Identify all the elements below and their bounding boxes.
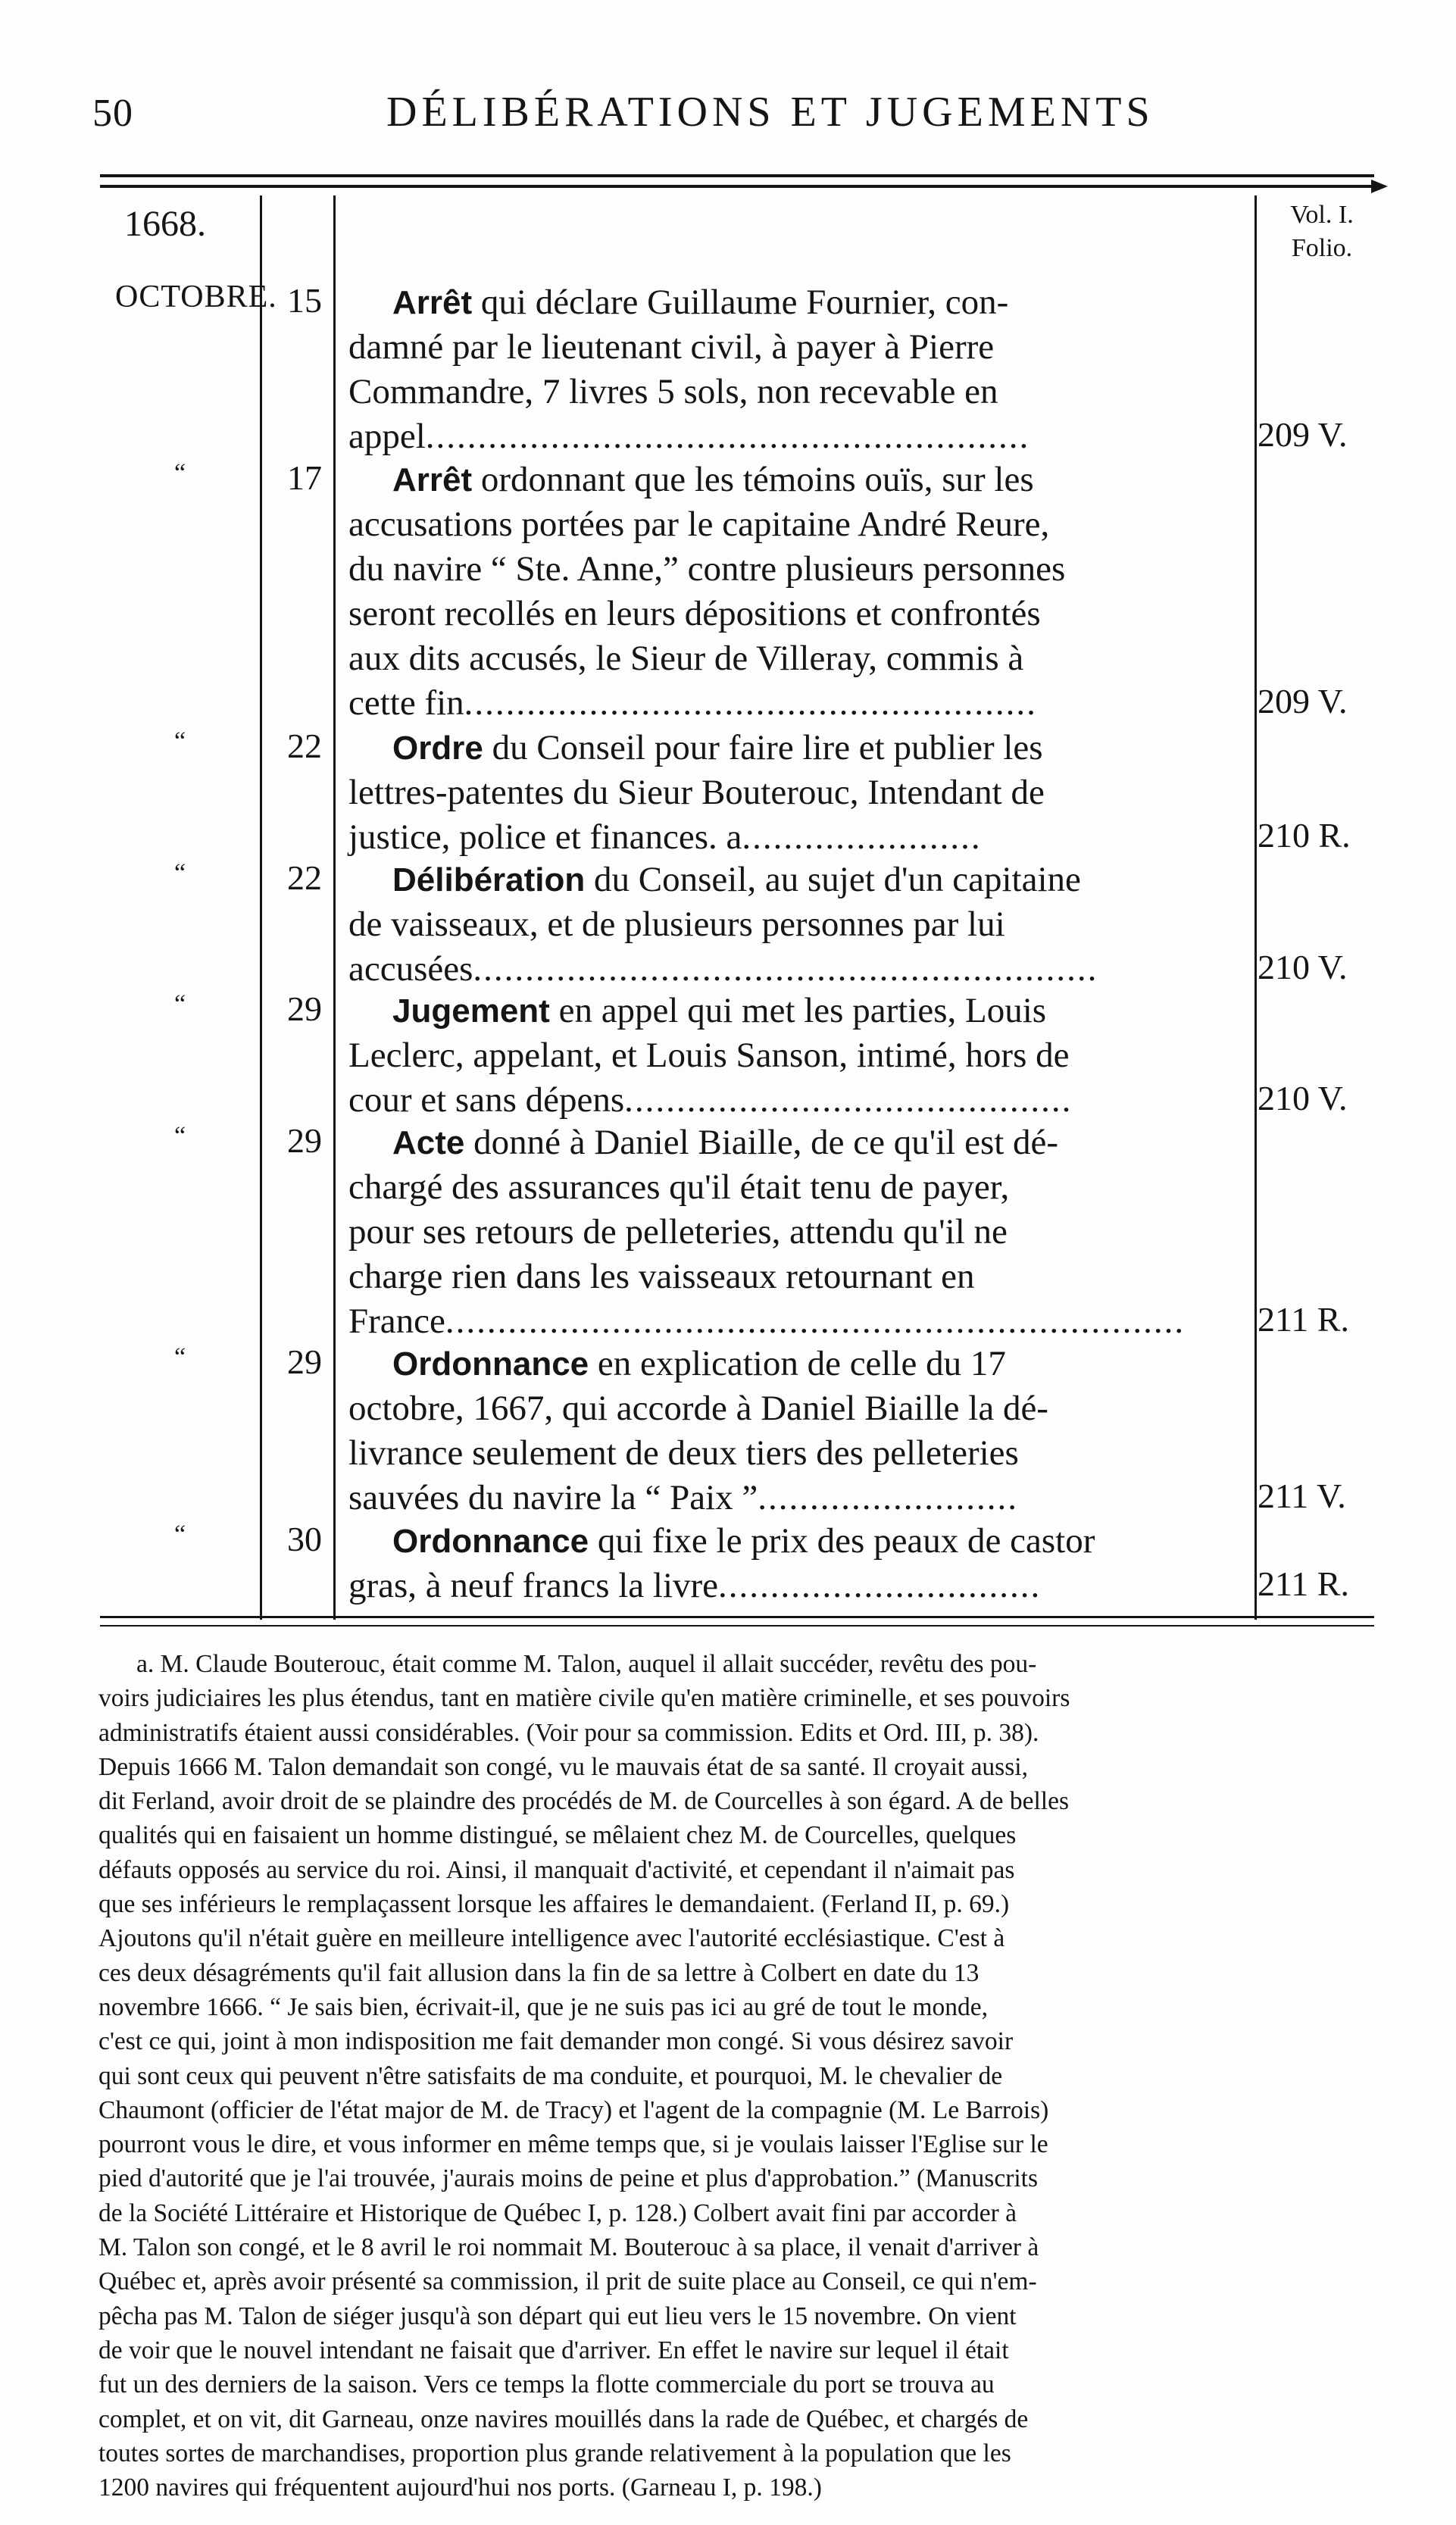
folio-column-header — [1273, 198, 1371, 265]
entry-folio: 210 V. — [1258, 1079, 1348, 1117]
column-divider-day — [333, 195, 336, 1620]
entry-day: 22 — [287, 727, 322, 765]
year-label: 1668. — [124, 204, 206, 244]
entry-day: 22 — [287, 858, 322, 897]
entry-day: 29 — [287, 1121, 322, 1160]
column-divider-folio — [1254, 195, 1257, 1620]
entry-lead-word: Arrêt — [392, 284, 473, 321]
entry-day: 17 — [287, 458, 322, 497]
entry-lead-word: Ordonnance — [392, 1345, 589, 1383]
ditto-mark: “ — [174, 1343, 186, 1371]
entry-folio: 209 V. — [1258, 415, 1348, 454]
dot-leader: ....................................................... — [464, 683, 1037, 723]
entry-description: Ordonnance en explication de celle du 17 octobre, 1667, qui accorde à Daniel Biaille la dé- livrance seulement de deux tiers des pelleteries sauvées du navire la “ Paix ”......................... — [348, 1344, 1048, 1517]
entry-description: Arrêt ordonnant que les témoins ouïs, sur les accusations portées par le capitaine André Reure, du navire “ Ste. Anne,” contre plusieurs personnes seront recollés en leurs dépositions et confrontés aux dits accusés, le Sieur de Villeray, commis à cette fin....................................................... — [348, 460, 1066, 723]
entry-day: 29 — [287, 989, 322, 1028]
dot-leader: ............................... — [718, 1566, 1042, 1605]
entry-folio: 210 R. — [1258, 816, 1351, 855]
ditto-mark: “ — [174, 859, 186, 887]
entry-day: 30 — [287, 1520, 322, 1558]
entry-description: Délibération du Conseil, au sujet d'un capitaine de vaisseaux, et de plusieurs personnes par lui accusées............................................................ — [348, 860, 1098, 989]
dot-leader: ........................................... — [624, 1080, 1073, 1120]
entry-description: Jugement en appel qui met les parties, Louis Leclerc, appelant, et Louis Sanson, intimé, hors de cour et sans dépens........................................... — [348, 991, 1073, 1120]
dot-leader: ......................... — [758, 1478, 1019, 1517]
entry-folio: 210 V. — [1258, 948, 1348, 986]
ditto-mark: “ — [174, 1122, 186, 1150]
table-bottom-rule — [100, 1616, 1374, 1618]
entry-folio: 211 V. — [1258, 1477, 1346, 1515]
entry-lead-word: Délibération — [392, 861, 586, 898]
entry-folio: 211 R. — [1258, 1564, 1349, 1603]
entry-description: Acte donné à Daniel Biaille, de ce qu'il est dé- chargé des assurances qu'il était tenu de payer, pour ses retours de pelleteries, attendu qu'il ne charge rien dans les vaisseaux retournant en France....................................................................... — [348, 1123, 1186, 1341]
dot-leader: ....................................................................... — [445, 1302, 1186, 1341]
folio-header-vol: Vol. I. — [1290, 201, 1354, 229]
ditto-mark: “ — [174, 727, 186, 755]
entry-lead-word: Ordre — [392, 730, 483, 767]
footnote: a. M. Claude Bouterouc, était comme M. Talon, auquel il allait succéder, revêtu des pou- voirs judiciaires les plus étendus, tant en matière civile qu'en matière criminelle, et ses pouvoirs administratifs étaient aussi considérables. (Voir pour sa commission. Edits et Ord. III, p. 38). Depuis 1666 M. Talon demandait son congé, vu le mauvais état de sa santé. Il croyait aussi, dit Ferland, avoir droit de se plaindre des procédés de M. de Courcelles à son égard. A de belles qualités qui en faisaient un homme distingué, se mêlaient chez M. de Courcelles, quelques défauts opposés au service du roi. Ainsi, il manquait d'activité, et cependant il n'aimait pas que ses inférieurs le remplaçassent lorsque les affaires le demandaient. (Ferland II, p. 69.) Ajoutons qu'il n'était guère en meilleure intelligence avec l'autorité ecclésiastique. C'est à ces deux désagréments qu'il fait allusion dans la fin de sa lettre à Colbert en date du 13 novembre 1666. “ Je sais bien, écrivait-il, que je ne suis pas ici au gré de tout le monde, c'est ce qui, joint à mon indisposition me fait demander mon congé. Si vous désirez savoir qui sont ceux qui peuvent n'être satisfaits de ma conduite, et pourquoi, M. le chevalier de Chaumont (officier de l'état major de M. de Tracy) et l'agent de la compagnie (M. Le Barrois) pourront vous le dire, et vous informer en même temps que, si je voulais laisser l'Eglise sur le pied d'autorité que je l'ai trouvée, j'aurais moins de peine et plus d'approbation.” (Manuscrits de la Société Littéraire et Historique de Québec I, p. 128.) Colbert avait fini par accorder à M. Talon son congé, et le 8 avril le roi nommait M. Bouterouc à sa place, il venait d'arriver à Québec et, après avoir présenté sa commission, il prit de suite place au Conseil, ce qui n'em- pêcha pas M. Talon de siéger jusqu'à son départ qui eut lieu vers le 15 novembre. On vient de voir que le nouvel intendant ne faisait que d'arriver. En effet le navire sur lequel il était fut un des derniers de la saison. Vers ce temps la flotte commerciale du port se trouva au complet, et on vit, dit Garneau, onze navires mouillés dans la rade de Québec, et chargés de toutes sortes de marchandises, proportion plus grande relativement à la population que les 1200 navires qui fréquentent aujourd'hui nos ports. (Garneau I, p. 198.) — [98, 1650, 1070, 2502]
header-rule-thin — [100, 185, 1374, 188]
ditto-mark: “ — [174, 1520, 186, 1548]
ditto-mark: “ — [174, 990, 186, 1018]
page-number: 50 — [92, 92, 133, 135]
entry-day: 15 — [287, 281, 322, 320]
month-label: OCTOBRE. — [115, 280, 277, 314]
dot-leader: .......................................................... — [425, 417, 1030, 456]
dot-leader: ............................................................ — [473, 949, 1098, 989]
entry-description: Arrêt qui déclare Guillaume Fournier, con- damné par le lieutenant civil, à payer à Pierre Commandre, 7 livres 5 sols, non recevable en appel.......................................................... — [348, 283, 1030, 456]
column-divider-month — [260, 195, 262, 1620]
folio-header-folio: Folio. — [1291, 234, 1353, 262]
entry-day: 29 — [287, 1342, 322, 1381]
entry-lead-word: Arrêt — [392, 461, 473, 498]
dot-leader: ....................... — [742, 817, 982, 857]
entry-lead-word: Ordonnance — [392, 1523, 589, 1560]
entry-folio: 211 R. — [1258, 1300, 1349, 1339]
entry-lead-word: Jugement — [392, 992, 550, 1030]
header-rule-thick — [100, 174, 1374, 177]
table-bottom-rule-thin — [100, 1625, 1374, 1627]
entry-description: Ordonnance qui fixe le prix des peaux de castor gras, à neuf francs la livre............................... — [348, 1521, 1095, 1605]
entry-description: Ordre du Conseil pour faire lire et publier les lettres-patentes du Sieur Bouterouc, Intendant de justice, police et finances. a....................... — [348, 728, 1045, 857]
running-title: DÉLIBÉRATIONS ET JUGEMENTS — [386, 89, 1154, 136]
entry-folio: 209 V. — [1258, 682, 1348, 720]
entry-lead-word: Acte — [392, 1124, 465, 1161]
ditto-mark: “ — [174, 459, 186, 487]
